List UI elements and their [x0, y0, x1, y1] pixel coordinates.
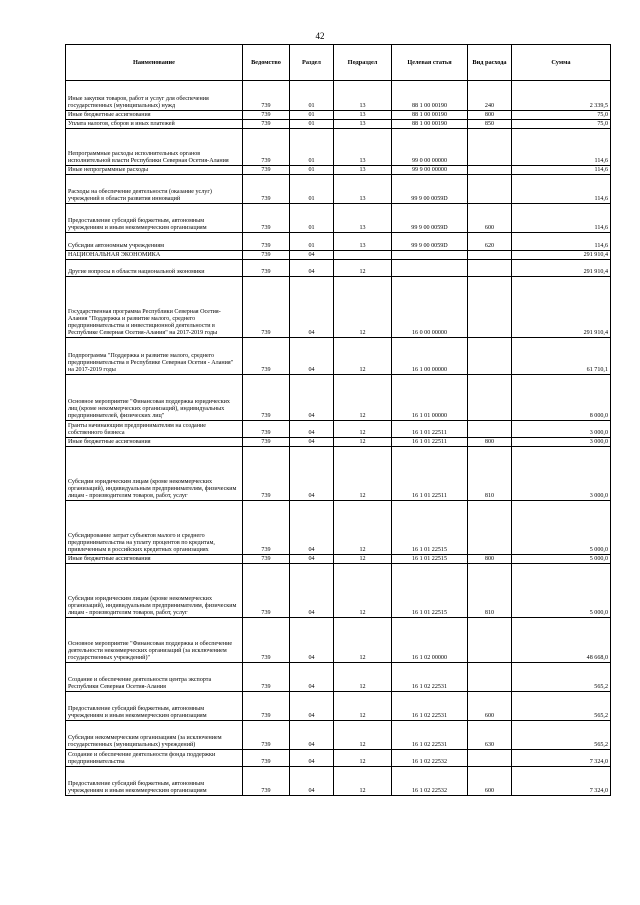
row-department-cell: 739 [243, 204, 290, 233]
row-amount-cell: 291 910,4 [512, 277, 611, 338]
row-name-cell: Субсидии юридическим лицам (кроме некоммерческих организаций), индивидуальным предпринимателям, физическим лицам - производителям товаров, работ, услуг [66, 564, 243, 618]
row-name-cell: Основное мероприятие "Финансовая поддержка и обеспечение деятельности некоммерческих организаций (за исключением государственных учреждений)" [66, 618, 243, 663]
table-row [66, 438, 611, 447]
row-subsection-cell: 13 [334, 166, 392, 175]
header-section: Раздел [290, 45, 334, 81]
row-target-item-cell: 16 1 01 22515 [392, 564, 468, 618]
row-department-cell: 739 [243, 663, 290, 692]
row-expense-type-cell: 620 [468, 233, 512, 251]
row-target-item-cell: 99 9 00 00000 [392, 166, 468, 175]
row-expense-type-cell [468, 277, 512, 338]
row-department-cell: 739 [243, 750, 290, 767]
row-name-cell: Иные бюджетные ассигнования [66, 438, 243, 447]
table-row [66, 204, 611, 233]
table-row [66, 767, 611, 796]
row-target-item-cell: 16 1 02 22531 [392, 692, 468, 721]
row-department-cell: 739 [243, 555, 290, 564]
row-department-cell: 739 [243, 421, 290, 438]
row-amount-cell: 3 000,0 [512, 438, 611, 447]
row-section-cell: 04 [290, 251, 334, 260]
row-expense-type-cell: 240 [468, 81, 512, 111]
table-row [66, 277, 611, 338]
row-target-item-cell: 16 1 00 00000 [392, 338, 468, 375]
row-name-cell: Предоставление субсидий бюджетным, автономным учреждениям и иным некоммерческим организациям [66, 767, 243, 796]
row-subsection-cell: 13 [334, 129, 392, 166]
row-name-cell: Иные непрограммные расходы [66, 166, 243, 175]
row-subsection-cell: 12 [334, 338, 392, 375]
table-row [66, 721, 611, 750]
row-section-cell: 01 [290, 204, 334, 233]
row-name-cell: Иные закупки товаров, работ и услуг для обеспечения государственных (муниципальных) нужд [66, 81, 243, 111]
row-amount-cell: 5 000,0 [512, 555, 611, 564]
row-target-item-cell: 88 1 00 00190 [392, 111, 468, 120]
row-expense-type-cell: 600 [468, 767, 512, 796]
row-section-cell: 01 [290, 81, 334, 111]
row-expense-type-cell [468, 175, 512, 204]
row-target-item-cell: 16 1 01 22511 [392, 421, 468, 438]
row-amount-cell: 75,0 [512, 111, 611, 120]
row-subsection-cell: 12 [334, 421, 392, 438]
row-expense-type-cell [468, 663, 512, 692]
row-amount-cell: 114,6 [512, 233, 611, 251]
row-name-cell: Уплата налогов, сборов и иных платежей [66, 120, 243, 129]
row-expense-type-cell: 800 [468, 555, 512, 564]
row-name-cell: Другие вопросы в области национальной экономики [66, 260, 243, 277]
table-row [66, 618, 611, 663]
table-row [66, 555, 611, 564]
row-expense-type-cell [468, 129, 512, 166]
row-section-cell: 01 [290, 166, 334, 175]
row-name-cell: НАЦИОНАЛЬНАЯ ЭКОНОМИКА [66, 251, 243, 260]
row-amount-cell: 8 000,0 [512, 375, 611, 421]
row-department-cell: 739 [243, 120, 290, 129]
header-name: Наименование [66, 45, 243, 81]
row-subsection-cell: 12 [334, 750, 392, 767]
row-amount-cell: 291 910,4 [512, 251, 611, 260]
row-target-item-cell: 16 1 01 00000 [392, 375, 468, 421]
row-target-item-cell [392, 260, 468, 277]
row-amount-cell: 75,0 [512, 120, 611, 129]
row-expense-type-cell [468, 750, 512, 767]
row-subsection-cell: 12 [334, 721, 392, 750]
row-subsection-cell: 12 [334, 555, 392, 564]
budget-table [65, 44, 611, 796]
row-amount-cell: 565,2 [512, 721, 611, 750]
table-row [66, 564, 611, 618]
row-target-item-cell: 99 9 00 0059D [392, 175, 468, 204]
row-expense-type-cell: 600 [468, 204, 512, 233]
table-row [66, 251, 611, 260]
table-row [66, 111, 611, 120]
row-name-cell: Непрограммные расходы исполнительных органов исполнительной власти Республики Северная Осетия-Алания [66, 129, 243, 166]
header-expense-type: Вид расхода [468, 45, 512, 81]
row-department-cell: 739 [243, 767, 290, 796]
table-row [66, 233, 611, 251]
row-department-cell: 739 [243, 618, 290, 663]
row-name-cell: Предоставление субсидий бюджетным, автономным учреждениям и иным некоммерческим организациям [66, 692, 243, 721]
row-section-cell: 04 [290, 421, 334, 438]
row-expense-type-cell [468, 338, 512, 375]
row-expense-type-cell: 800 [468, 438, 512, 447]
row-amount-cell: 5 000,0 [512, 564, 611, 618]
row-name-cell: Расходы на обеспечение деятельности (оказание услуг) учреждений в области развития инноваций [66, 175, 243, 204]
row-department-cell: 739 [243, 175, 290, 204]
row-department-cell: 739 [243, 260, 290, 277]
row-name-cell: Подпрограмма "Поддержка и развитие малого, среднего предпринимательства в Республике Северная Осетия - Алания" на 2017-2019 годы [66, 338, 243, 375]
row-department-cell: 739 [243, 166, 290, 175]
row-subsection-cell: 12 [334, 663, 392, 692]
header-subsection: Подраздел [334, 45, 392, 81]
table-row [66, 501, 611, 555]
row-name-cell: Государственная программа Республики Северная Осетия-Алания "Поддержка и развитие малого, среднего предпринимательства и инвестиционной деятельности в Республике Северная Осетия-Алания" на 2017-2019 годы [66, 277, 243, 338]
row-name-cell: Субсидии юридическим лицам (кроме некоммерческих организаций), индивидуальным предпринимателям, физическим лицам - производителям товаров, работ, услуг [66, 447, 243, 501]
row-amount-cell: 114,6 [512, 175, 611, 204]
row-section-cell: 01 [290, 129, 334, 166]
table-row [66, 375, 611, 421]
row-section-cell: 04 [290, 663, 334, 692]
row-amount-cell: 7 324,0 [512, 750, 611, 767]
row-name-cell: Субсидии автономным учреждениям [66, 233, 243, 251]
row-subsection-cell: 12 [334, 277, 392, 338]
row-name-cell: Создание и обеспечение деятельности фонда поддержки предпринимательства [66, 750, 243, 767]
row-expense-type-cell [468, 618, 512, 663]
row-amount-cell: 3 000,0 [512, 421, 611, 438]
row-name-cell: Предоставление субсидий бюджетным, автономным учреждениям и иным некоммерческим организациям [66, 204, 243, 233]
row-subsection-cell: 12 [334, 447, 392, 501]
row-expense-type-cell [468, 421, 512, 438]
header-department: Ведомство [243, 45, 290, 81]
row-target-item-cell: 16 1 02 22531 [392, 721, 468, 750]
row-subsection-cell [334, 251, 392, 260]
row-amount-cell: 5 000,0 [512, 501, 611, 555]
table-row [66, 175, 611, 204]
row-amount-cell: 61 710,1 [512, 338, 611, 375]
row-department-cell: 739 [243, 111, 290, 120]
row-section-cell: 04 [290, 767, 334, 796]
table-row [66, 129, 611, 166]
row-department-cell: 739 [243, 81, 290, 111]
row-amount-cell: 114,6 [512, 129, 611, 166]
row-target-item-cell [392, 251, 468, 260]
row-section-cell: 04 [290, 555, 334, 564]
row-target-item-cell: 16 1 01 22511 [392, 447, 468, 501]
table-row [66, 421, 611, 438]
row-department-cell: 739 [243, 233, 290, 251]
row-target-item-cell: 16 1 01 22515 [392, 501, 468, 555]
row-subsection-cell: 12 [334, 438, 392, 447]
row-subsection-cell: 13 [334, 111, 392, 120]
row-target-item-cell: 88 1 00 00190 [392, 81, 468, 111]
row-section-cell: 04 [290, 618, 334, 663]
row-target-item-cell: 88 1 00 00190 [392, 120, 468, 129]
row-amount-cell: 3 000,0 [512, 447, 611, 501]
row-subsection-cell: 12 [334, 767, 392, 796]
row-department-cell: 739 [243, 692, 290, 721]
row-subsection-cell: 12 [334, 501, 392, 555]
row-department-cell: 739 [243, 438, 290, 447]
row-expense-type-cell [468, 251, 512, 260]
row-target-item-cell: 16 1 02 22532 [392, 767, 468, 796]
row-department-cell: 739 [243, 129, 290, 166]
row-expense-type-cell: 630 [468, 721, 512, 750]
row-department-cell: 739 [243, 501, 290, 555]
row-expense-type-cell: 810 [468, 447, 512, 501]
row-amount-cell: 2 339,5 [512, 81, 611, 111]
row-subsection-cell: 12 [334, 375, 392, 421]
row-target-item-cell: 16 1 01 22511 [392, 438, 468, 447]
row-department-cell: 739 [243, 447, 290, 501]
table-row [66, 81, 611, 111]
row-expense-type-cell [468, 375, 512, 421]
row-subsection-cell: 12 [334, 618, 392, 663]
row-section-cell: 01 [290, 175, 334, 204]
row-expense-type-cell: 600 [468, 692, 512, 721]
row-name-cell: Иные бюджетные ассигнования [66, 555, 243, 564]
row-department-cell: 739 [243, 251, 290, 260]
row-section-cell: 04 [290, 260, 334, 277]
row-amount-cell: 48 668,0 [512, 618, 611, 663]
row-name-cell: Субсидии некоммерческим организациям (за исключением государственных (муниципальных) учреждений) [66, 721, 243, 750]
row-expense-type-cell [468, 166, 512, 175]
row-target-item-cell: 16 1 01 22515 [392, 555, 468, 564]
row-target-item-cell: 16 1 02 22532 [392, 750, 468, 767]
row-section-cell: 04 [290, 564, 334, 618]
table-row [66, 166, 611, 175]
header-target-item: Целевая статья [392, 45, 468, 81]
row-section-cell: 04 [290, 338, 334, 375]
row-subsection-cell: 13 [334, 175, 392, 204]
table-row [66, 692, 611, 721]
row-target-item-cell: 16 1 02 22531 [392, 663, 468, 692]
row-section-cell: 01 [290, 233, 334, 251]
row-amount-cell: 565,2 [512, 663, 611, 692]
row-subsection-cell: 13 [334, 120, 392, 129]
row-subsection-cell: 12 [334, 692, 392, 721]
row-section-cell: 04 [290, 438, 334, 447]
row-amount-cell: 7 324,0 [512, 767, 611, 796]
row-target-item-cell: 99 0 00 00000 [392, 129, 468, 166]
row-target-item-cell: 16 1 02 00000 [392, 618, 468, 663]
row-section-cell: 01 [290, 120, 334, 129]
row-section-cell: 04 [290, 501, 334, 555]
page-number: 42 [315, 31, 325, 41]
row-target-item-cell: 99 9 00 0059D [392, 233, 468, 251]
row-name-cell: Субсидирование затрат субъектов малого и среднего предпринимательства на уплату процентов по кредитам, привлеченным в российских кредитных организациях [66, 501, 243, 555]
row-section-cell: 04 [290, 447, 334, 501]
row-expense-type-cell [468, 260, 512, 277]
table-row [66, 750, 611, 767]
row-name-cell: Иные бюджетные ассигнования [66, 111, 243, 120]
table-row [66, 663, 611, 692]
row-section-cell: 01 [290, 111, 334, 120]
row-department-cell: 739 [243, 338, 290, 375]
row-subsection-cell: 12 [334, 260, 392, 277]
row-section-cell: 04 [290, 277, 334, 338]
row-expense-type-cell: 810 [468, 564, 512, 618]
row-amount-cell: 565,2 [512, 692, 611, 721]
row-department-cell: 739 [243, 564, 290, 618]
row-subsection-cell: 13 [334, 204, 392, 233]
row-subsection-cell: 12 [334, 564, 392, 618]
row-expense-type-cell: 850 [468, 120, 512, 129]
row-expense-type-cell: 800 [468, 111, 512, 120]
table-row [66, 338, 611, 375]
table-row [66, 260, 611, 277]
row-department-cell: 739 [243, 721, 290, 750]
row-name-cell: Основное мероприятие "Финансовая поддержка юридических лиц (кроме некоммерческих организаций), индивидуальных предпринимателей, физических лиц" [66, 375, 243, 421]
row-amount-cell: 291 910,4 [512, 260, 611, 277]
row-section-cell: 04 [290, 721, 334, 750]
row-subsection-cell: 13 [334, 233, 392, 251]
row-amount-cell: 114,6 [512, 166, 611, 175]
row-target-item-cell: 16 0 00 00000 [392, 277, 468, 338]
row-name-cell: Гранты начинающим предпринимателям на создание собственного бизнеса [66, 421, 243, 438]
row-expense-type-cell [468, 501, 512, 555]
row-section-cell: 04 [290, 375, 334, 421]
header-amount: Сумма [512, 45, 611, 81]
row-section-cell: 04 [290, 692, 334, 721]
row-department-cell: 739 [243, 375, 290, 421]
row-target-item-cell: 99 9 00 0059D [392, 204, 468, 233]
row-department-cell: 739 [243, 277, 290, 338]
table-header-row [66, 45, 611, 81]
row-amount-cell: 114,6 [512, 204, 611, 233]
table-row [66, 447, 611, 501]
row-name-cell: Создание и обеспечение деятельности центра экспорта Республики Северная Осетия-Алания [66, 663, 243, 692]
row-subsection-cell: 13 [334, 81, 392, 111]
table-row [66, 120, 611, 129]
row-section-cell: 04 [290, 750, 334, 767]
